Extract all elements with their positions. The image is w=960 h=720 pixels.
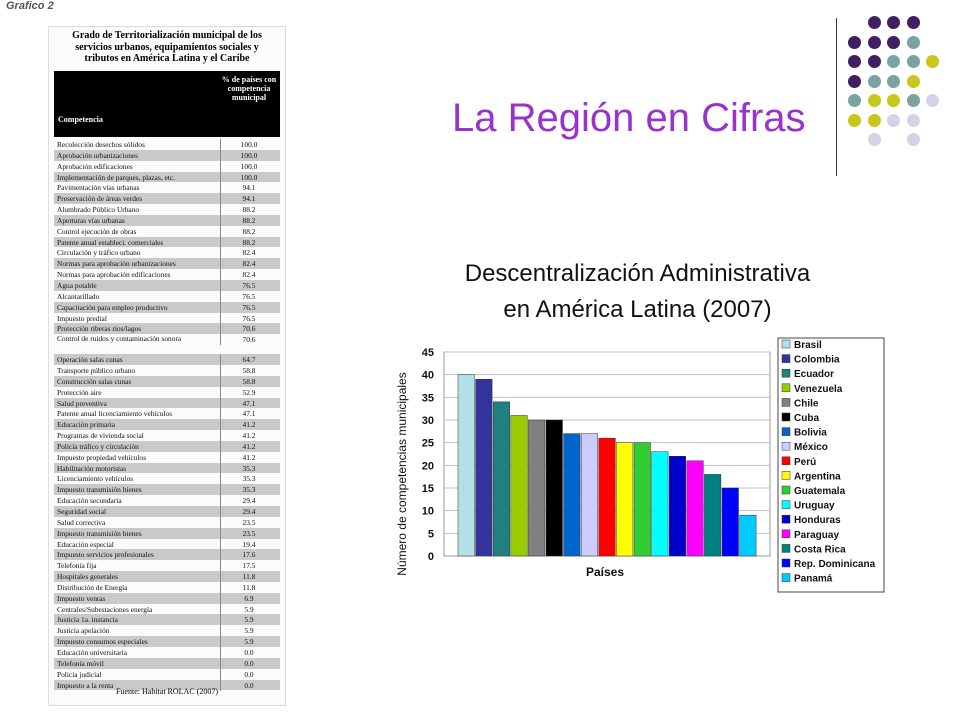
row-percent: 19.4 (220, 540, 278, 549)
row-competencia: Construcción salas cunas (57, 376, 132, 386)
row-percent: 5.9 (220, 637, 278, 646)
row-competencia: Capacitación para empleo productivo (57, 302, 168, 312)
row-competencia: Transporte público urbano (57, 366, 136, 376)
decor-dot (848, 55, 861, 68)
row-percent: 100.0 (220, 140, 278, 149)
legend-label: Uruguay (794, 500, 835, 512)
row-competencia: Justicia 1a. instancia (57, 615, 118, 625)
row-competencia: Policía judicial (57, 669, 102, 679)
legend-label: Panamá (794, 573, 833, 585)
row-percent: 47.1 (220, 399, 278, 408)
table-row (54, 658, 280, 669)
row-competencia: Telefonía móvil (57, 658, 104, 668)
table-row (54, 258, 280, 269)
y-tick-label: 15 (421, 483, 434, 495)
row-percent: 5.9 (220, 615, 278, 624)
legend-swatch (782, 398, 790, 406)
row-percent: 11.8 (220, 572, 278, 581)
bar-costa-rica (704, 474, 721, 556)
row-percent: 47.1 (220, 409, 278, 418)
row-percent: 100.0 (220, 162, 278, 171)
row-competencia: Educación especial (57, 539, 114, 549)
table-row (54, 614, 280, 625)
row-competencia: Patente anual licenciamiento vehículos (57, 409, 173, 419)
decor-dot (848, 36, 861, 49)
bar-bolivia (564, 434, 581, 556)
decor-dot (907, 114, 920, 127)
table-row (54, 419, 280, 430)
row-percent: 29.4 (220, 496, 278, 505)
decor-dot (848, 114, 861, 127)
decor-dot (848, 75, 861, 88)
row-percent: 70.6 (220, 324, 278, 333)
row-competencia: Impuesto transmisión bienes (57, 528, 142, 538)
table-row (54, 247, 280, 258)
row-competencia: Impuesto a la renta (57, 680, 114, 690)
table-row (54, 237, 280, 248)
table-row (54, 182, 280, 193)
table-body (54, 139, 280, 690)
row-percent: 5.9 (220, 626, 278, 635)
row-percent: 41.2 (220, 420, 278, 429)
legend-label: Perú (794, 456, 817, 468)
y-tick-label: 5 (427, 528, 434, 541)
decor-dot (868, 94, 881, 107)
table-row (54, 408, 280, 419)
table-row (54, 226, 280, 237)
table-row (54, 323, 280, 334)
row-percent: 0.0 (220, 659, 278, 668)
table-row (54, 495, 280, 506)
table-row (54, 484, 280, 495)
bar-chile (528, 420, 545, 556)
row-competencia: Control ejecución de obras (57, 226, 137, 236)
row-percent: 94.1 (220, 183, 278, 192)
legend-label: Costa Rica (794, 544, 846, 556)
table-row (54, 150, 280, 161)
table-row (54, 302, 280, 313)
decor-dot (907, 75, 920, 88)
row-competencia: Licenciamiento vehículos (57, 474, 134, 484)
legend-label: Guatemala (794, 486, 846, 497)
legend-label: Brasil (794, 340, 822, 351)
row-percent: 41.2 (220, 442, 278, 451)
row-percent: 11.8 (220, 583, 278, 592)
decor-dot (907, 36, 920, 49)
table-row (54, 441, 280, 452)
legend-label: Argentina (794, 471, 841, 483)
row-percent: 94.1 (220, 194, 278, 203)
legend-swatch (782, 413, 790, 421)
decor-dot (868, 114, 881, 127)
row-competencia: Normas para aprobación edificaciones (57, 270, 171, 280)
table-row (54, 506, 280, 517)
bar-honduras (669, 456, 686, 556)
row-competencia: Agua potable (57, 280, 97, 290)
row-competencia: Impuesto propiedad vehículos (57, 452, 147, 462)
bar-chart (390, 322, 890, 597)
table-row (54, 398, 280, 409)
decor-dot (868, 55, 881, 68)
row-percent: 88.2 (220, 216, 278, 225)
row-percent: 17.5 (220, 561, 278, 570)
row-competencia: Operación salas cunas (57, 355, 123, 365)
y-axis-label: Número de competencias municipales (395, 372, 409, 576)
row-competencia: Seguridad social (57, 507, 107, 516)
legend-swatch (782, 355, 790, 363)
decor-dot (868, 16, 881, 29)
table-row (54, 560, 280, 571)
decor-dot (926, 94, 939, 107)
legend-label: Rep. Dominicana (794, 559, 876, 570)
chart-title-line2: en América Latina (2007) (503, 296, 772, 323)
row-competencia: Educación secundaria (57, 496, 122, 506)
bar-colombia (476, 379, 493, 556)
slide-title: La Región en Cifras (452, 96, 806, 140)
chart-title (400, 256, 875, 328)
table-header (54, 71, 280, 137)
legend-swatch (782, 544, 790, 552)
table-row (54, 387, 280, 398)
row-competencia: Impuesto servicios profesionales (57, 550, 154, 560)
table-source: Fuente: Habitat ROLAC (2007) (116, 687, 218, 696)
row-competencia: Educación primaria (57, 420, 116, 430)
header-competencia: Competencia (58, 115, 103, 124)
table-row (54, 354, 280, 365)
legend-label: Paraguay (794, 529, 840, 541)
row-percent: 17.6 (220, 550, 278, 559)
row-percent: 6.9 (220, 594, 278, 603)
y-tick-label: 0 (427, 551, 434, 563)
legend-label: México (794, 442, 828, 454)
table-row (54, 593, 280, 604)
row-percent: 58.8 (220, 377, 278, 386)
legend-label: Bolivia (794, 427, 827, 439)
row-percent: 88.2 (220, 205, 278, 214)
row-percent: 76.5 (220, 281, 278, 290)
row-percent: 82.4 (220, 248, 278, 257)
table-row (54, 452, 280, 463)
bar-argentina (616, 443, 633, 556)
table-row (54, 269, 280, 280)
legend-swatch (782, 559, 790, 567)
table-row (54, 582, 280, 593)
row-percent: 100.0 (220, 151, 278, 160)
row-competencia: Alcantarillado (57, 291, 100, 301)
table-row (54, 215, 280, 226)
legend-swatch (782, 428, 790, 436)
row-percent: 35.3 (220, 474, 278, 483)
header-percent: % de países con competencia municipal (221, 75, 277, 102)
row-competencia: Aperturas vías urbanas (57, 215, 125, 225)
bar-brasil (458, 375, 475, 556)
row-percent: 64.7 (220, 355, 278, 364)
decor-dot (907, 16, 920, 29)
table-row (54, 193, 280, 204)
competencias-table (48, 26, 286, 706)
bar-uruguay (652, 452, 669, 556)
bar-cuba (546, 420, 563, 556)
row-percent: 0.0 (220, 681, 278, 690)
table-row (54, 430, 280, 441)
legend-label: Colombia (794, 354, 840, 366)
row-percent: 41.2 (220, 431, 278, 440)
decor-dot (887, 36, 900, 49)
legend-label: Cuba (794, 413, 819, 424)
bar-per- (599, 438, 616, 556)
table-row (54, 669, 280, 680)
legend-swatch (782, 340, 790, 348)
table-row (54, 517, 280, 528)
decor-dot (868, 75, 881, 88)
table-row (54, 463, 280, 474)
decor-dot (907, 133, 920, 146)
legend-label: Chile (794, 398, 819, 410)
legend-swatch (782, 442, 790, 450)
row-competencia: Impuesto predial (57, 313, 107, 323)
row-competencia: Alumbrado Público Urbano (57, 205, 140, 215)
row-competencia: Recolección desechos sólidos (57, 140, 145, 149)
legend-swatch (782, 486, 790, 494)
row-percent: 23.5 (220, 518, 278, 527)
row-percent: 29.4 (220, 507, 278, 516)
row-competencia: Protección aire (57, 387, 102, 397)
title-divider (836, 18, 837, 176)
row-competencia: Habilitación motoristas (57, 463, 127, 473)
row-percent: 82.4 (220, 270, 278, 279)
decor-dot (887, 114, 900, 127)
table-row (54, 204, 280, 215)
row-competencia: Normas para aprobación urbanizaciones (57, 259, 176, 269)
bar-paraguay (687, 461, 704, 556)
table-row (54, 473, 280, 484)
bar-venezuela (511, 415, 528, 556)
row-competencia: Programas de vivienda social (57, 431, 144, 441)
grafico-label: Grafico 2 (6, 0, 54, 12)
bar-rep-dominicana (722, 488, 739, 556)
table-row (54, 365, 280, 376)
row-competencia: Distribución de Energía (57, 582, 128, 592)
row-competencia: Impuesto transmisión bienes (57, 485, 142, 495)
row-competencia: Protección riberas ríos/lagos (57, 324, 142, 334)
table-row (54, 334, 280, 354)
row-competencia: Centrales/Subestaciones energía (57, 604, 153, 614)
bar-guatemala (634, 443, 651, 556)
bar-ecuador (493, 402, 510, 556)
table-row (54, 636, 280, 647)
row-percent: 82.4 (220, 259, 278, 268)
y-tick-label: 40 (421, 369, 434, 382)
row-competencia: Justicia apelación (57, 626, 110, 636)
row-competencia: Educación universitaria (57, 647, 127, 657)
row-competencia: Preservación de áreas verdes (57, 194, 143, 204)
row-percent: 100.0 (220, 173, 278, 182)
row-percent: 76.5 (220, 314, 278, 323)
legend-swatch (782, 369, 790, 377)
y-tick-label: 20 (421, 460, 434, 473)
row-competencia: Impuesto consumos especiales (57, 637, 148, 647)
row-percent: 52.9 (220, 388, 278, 397)
legend-swatch (782, 471, 790, 479)
decor-dot (907, 94, 920, 107)
legend-swatch (782, 515, 790, 523)
row-percent: 23.5 (220, 529, 278, 538)
row-competencia: Pavimentación vías urbanas (57, 183, 140, 193)
decor-dot (868, 133, 881, 146)
y-tick-label: 25 (421, 437, 434, 450)
x-axis-label: Países (585, 565, 625, 579)
table-title: Grado de Territorialización municipal de los servicios urbanos, equipamientos sociales y tributos en América Latina y el Caribe (72, 30, 262, 64)
legend-label: Honduras (794, 515, 841, 527)
row-percent: 35.3 (220, 485, 278, 494)
row-competencia: Salud preventiva (57, 398, 107, 408)
row-percent: 88.2 (220, 238, 278, 247)
row-percent: 0.0 (220, 648, 278, 657)
decor-dot (848, 94, 861, 107)
decor-dot (887, 55, 900, 68)
row-competencia: Telefonía fija (57, 561, 97, 571)
row-competencia: Hospitales generales (57, 572, 118, 582)
legend-swatch (782, 501, 790, 509)
row-competencia: Policía tráfico y circulación (57, 441, 139, 451)
table-row (54, 539, 280, 550)
table-row (54, 625, 280, 636)
decor-dot (907, 55, 920, 68)
table-row (54, 604, 280, 615)
row-competencia: Salud correctiva (57, 517, 106, 527)
table-row (54, 139, 280, 150)
row-percent: 58.8 (220, 366, 278, 375)
row-percent: 70.6 (220, 335, 278, 344)
y-tick-label: 30 (421, 415, 434, 427)
bar-m-xico (581, 434, 598, 556)
row-percent: 76.5 (220, 292, 278, 301)
legend-swatch (782, 384, 790, 392)
chart-title-line1: Descentralización Administrativa (464, 260, 811, 287)
legend-label: Venezuela (794, 383, 843, 395)
legend-swatch (782, 530, 790, 538)
decor-dot (868, 36, 881, 49)
row-percent: 35.3 (220, 464, 278, 473)
table-row (54, 172, 280, 183)
row-competencia: Impuesto ventas (57, 593, 106, 603)
decor-dot (926, 55, 939, 68)
decor-dot (887, 75, 900, 88)
table-row (54, 549, 280, 560)
legend-label: Ecuador (794, 369, 835, 381)
table-row (54, 161, 280, 172)
y-tick-label: 35 (421, 392, 434, 405)
row-percent: 0.0 (220, 670, 278, 679)
row-competencia: Aprobación edificaciones (57, 161, 133, 171)
row-competencia: Circulación y tráfico urbano (57, 248, 141, 258)
decor-dot (887, 16, 900, 29)
table-row (54, 280, 280, 291)
row-percent: 76.5 (220, 303, 278, 312)
row-competencia: Aprobación urbanizaciones (57, 150, 139, 160)
bar-panam- (740, 515, 757, 556)
table-row (54, 528, 280, 539)
table-row (54, 571, 280, 582)
row-competencia: Control de ruidos y contaminación sonora (57, 334, 182, 344)
y-tick-label: 10 (421, 505, 434, 518)
table-row (54, 376, 280, 387)
table-row (54, 647, 280, 658)
y-tick-label: 45 (421, 347, 434, 359)
table-row (54, 313, 280, 324)
table-row (54, 291, 280, 302)
decor-dot (887, 94, 900, 107)
row-percent: 88.2 (220, 227, 278, 236)
row-percent: 41.2 (220, 453, 278, 462)
legend-swatch (782, 574, 790, 582)
row-competencia: Patente anual estableci. comerciales (57, 237, 164, 247)
row-competencia: Implementación de parques, plazas, etc. (57, 172, 175, 182)
legend-swatch (782, 457, 790, 465)
row-percent: 5.9 (220, 605, 278, 614)
